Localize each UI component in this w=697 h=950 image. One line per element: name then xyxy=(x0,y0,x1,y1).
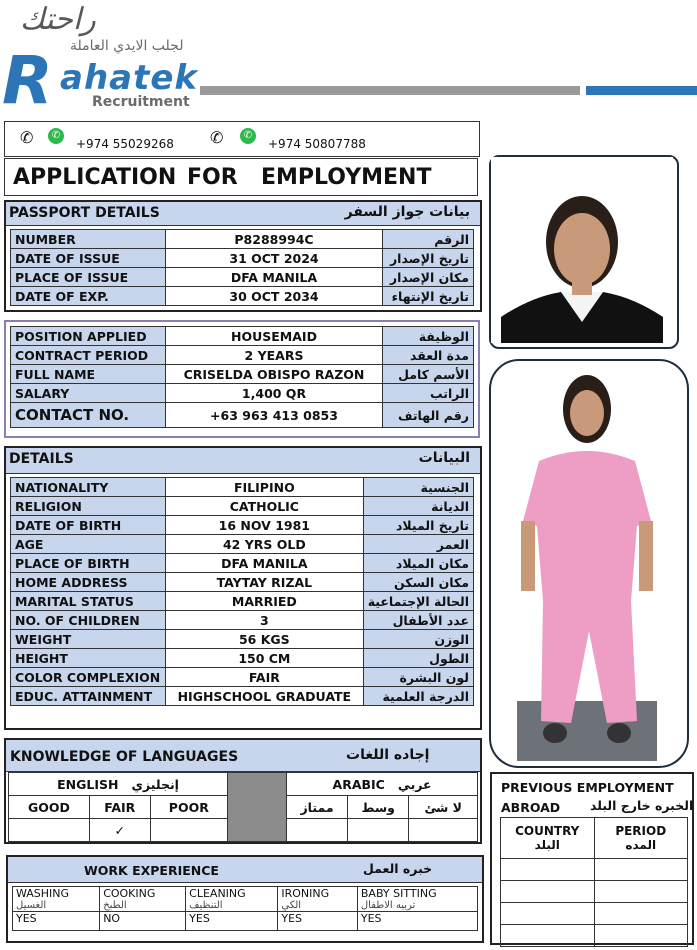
position-label: CONTACT NO. xyxy=(11,403,166,428)
passport-label: PLACE OF ISSUE xyxy=(11,268,166,287)
details-value: 56 KGS xyxy=(166,630,364,649)
logo-arabic-sub: لجلب الايدي العاملة xyxy=(70,38,184,54)
position-label: SALARY xyxy=(11,384,166,403)
details-label: COLOR COMPLEXION xyxy=(11,668,166,687)
passport-value: DFA MANILA xyxy=(166,268,383,287)
details-label: HOME ADDRESS xyxy=(11,573,166,592)
position-arabic-label: الراتب xyxy=(383,384,474,403)
phone-icon: ✆ xyxy=(20,128,34,147)
details-value: DFA MANILA xyxy=(166,554,364,573)
position-value: +63 963 413 0853 xyxy=(166,403,383,428)
work-skill-cleaning: CLEANING التنظيف xyxy=(186,887,278,912)
passport-value: 31 OCT 2024 xyxy=(166,249,383,268)
details-arabic-label: العمر xyxy=(363,535,473,554)
passport-arabic-label: تاريخ الإنتهاء xyxy=(383,287,474,306)
details-label: PLACE OF BIRTH xyxy=(11,554,166,573)
arabic-none-cell xyxy=(409,819,478,842)
details-row xyxy=(11,649,474,668)
details-label: MARITAL STATUS xyxy=(11,592,166,611)
details-label: NATIONALITY xyxy=(11,478,166,497)
details-value: FILIPINO xyxy=(166,478,364,497)
details-label: HEIGHT xyxy=(11,649,166,668)
details-arabic-label: لون البشرة xyxy=(363,668,473,687)
details-row xyxy=(11,478,474,497)
details-arabic-label: الطول xyxy=(363,649,473,668)
full-body-photo xyxy=(489,359,689,768)
form-title xyxy=(4,158,478,196)
position-row xyxy=(11,346,474,365)
work-skill-baby-sitting: BABY SITTING تربيه الاطفال xyxy=(357,887,477,912)
details-row xyxy=(11,554,474,573)
position-row xyxy=(11,365,474,384)
position-arabic-label: مدة العقد xyxy=(383,346,474,365)
position-value: 1,400 QR xyxy=(166,384,383,403)
details-value: 3 xyxy=(166,611,364,630)
details-arabic-label: مكان السكن xyxy=(363,573,473,592)
position-value: CRISELDA OBISPO RAZON xyxy=(166,365,383,384)
details-value: HIGHSCHOOL GRADUATE xyxy=(166,687,364,706)
position-arabic-label: الوظيفة xyxy=(383,327,474,346)
previous-employment-title: PREVIOUS EMPLOYMENT xyxy=(501,780,674,795)
details-arabic-label: عدد الأطفال xyxy=(363,611,473,630)
languages-header: KNOWLEDGE OF LANGUAGES إجاده اللغات xyxy=(6,740,480,772)
passport-row xyxy=(11,268,474,287)
details-label: DATE OF BIRTH xyxy=(11,516,166,535)
header-stripe xyxy=(200,86,697,95)
work-skill-cooking: COOKING الطبخ xyxy=(100,887,186,912)
passport-value: P8288994C xyxy=(166,230,383,249)
arabic-medium-cell xyxy=(347,819,408,842)
details-header: DETAILS البيانات xyxy=(6,448,480,474)
details-value: FAIR xyxy=(166,668,364,687)
details-arabic-label: الجنسية xyxy=(363,478,473,497)
logo-arabic: راحتك xyxy=(20,2,96,37)
details-row xyxy=(11,611,474,630)
passport-header: PASSPORT DETAILS بيانات جواز السفر xyxy=(6,202,480,226)
details-value: MARRIED xyxy=(166,592,364,611)
arabic-excellent-cell xyxy=(287,819,348,842)
phone-icon: ✆ xyxy=(210,128,224,147)
english-poor-cell xyxy=(150,819,228,842)
position-row xyxy=(11,327,474,346)
logo-tagline: Recruitment xyxy=(92,94,190,110)
passport-label: NUMBER xyxy=(11,230,166,249)
title-word-application: APPLICATION xyxy=(13,165,177,190)
portrait-photo xyxy=(489,155,679,349)
details-arabic-label: الحالة الإجتماعية xyxy=(363,592,473,611)
details-arabic-label: الوزن xyxy=(363,630,473,649)
details-row xyxy=(11,573,474,592)
phone-number-1: +974 55029268 xyxy=(76,137,174,151)
english-good-cell xyxy=(9,819,90,842)
position-value: 2 YEARS xyxy=(166,346,383,365)
work-skill-ironing: IRONING الكي xyxy=(278,887,358,912)
details-row xyxy=(11,592,474,611)
details-arabic-label: الديانة xyxy=(363,497,473,516)
details-label: WEIGHT xyxy=(11,630,166,649)
position-table xyxy=(10,326,474,428)
work-skill-value: YES xyxy=(13,912,100,931)
work-experience-header: WORK EXPERIENCE خبره العمل xyxy=(8,857,482,883)
details-arabic-label: الدرجة العلمية xyxy=(363,687,473,706)
title-word-for: FOR xyxy=(187,165,238,190)
passport-arabic-label: الرقم xyxy=(383,230,474,249)
work-skill-value: YES xyxy=(278,912,358,931)
phone-number-2: +974 50807788 xyxy=(268,137,366,151)
position-value: HOUSEMAID xyxy=(166,327,383,346)
language-divider xyxy=(228,773,287,842)
work-skill-value: YES xyxy=(186,912,278,931)
details-label: NO. OF CHILDREN xyxy=(11,611,166,630)
languages-table: ENGLISH إنجليزي ARABIC عربي GOOD FAIR POOR ممتاز وسط لا شئ ✓ xyxy=(8,772,478,842)
whatsapp-icon: ✆ xyxy=(48,128,64,144)
whatsapp-icon: ✆ xyxy=(240,128,256,144)
work-experience-table xyxy=(12,886,478,931)
passport-row xyxy=(11,287,474,306)
details-table xyxy=(10,477,474,706)
details-value: TAYTAY RIZAL xyxy=(166,573,364,592)
details-value: CATHOLIC xyxy=(166,497,364,516)
details-value: 16 NOV 1981 xyxy=(166,516,364,535)
logo-initial: R xyxy=(2,42,53,119)
details-arabic-label: تاريخ الميلاد xyxy=(363,516,473,535)
previous-abroad-arabic: الخبره خارج البلد xyxy=(590,798,694,813)
english-fair-cell: ✓ xyxy=(89,819,150,842)
passport-value: 30 OCT 2034 xyxy=(166,287,383,306)
passport-table xyxy=(10,229,474,306)
passport-label: DATE OF EXP. xyxy=(11,287,166,306)
details-row xyxy=(11,630,474,649)
position-row xyxy=(11,403,474,428)
work-skill-washing: WASHING الغسيل xyxy=(13,887,100,912)
position-label: CONTRACT PERIOD xyxy=(11,346,166,365)
passport-arabic-label: تاريخ الإصدار xyxy=(383,249,474,268)
position-label: POSITION APPLIED xyxy=(11,327,166,346)
work-skill-value: YES xyxy=(357,912,477,931)
position-label: FULL NAME xyxy=(11,365,166,384)
details-label: AGE xyxy=(11,535,166,554)
details-value: 150 CM xyxy=(166,649,364,668)
position-arabic-label: الأسم كامل xyxy=(383,365,474,384)
details-row xyxy=(11,535,474,554)
position-arabic-label: رقم الهاتف xyxy=(383,403,474,428)
previous-employment-table: COUNTRY البلد PERIOD المده xyxy=(500,817,688,947)
details-row xyxy=(11,516,474,535)
previous-abroad-label: ABROAD xyxy=(501,800,561,815)
position-row xyxy=(11,384,474,403)
passport-row xyxy=(11,230,474,249)
details-row xyxy=(11,687,474,706)
details-arabic-label: مكان الميلاد xyxy=(363,554,473,573)
logo-name: ahatek xyxy=(60,58,199,98)
passport-label: DATE OF ISSUE xyxy=(11,249,166,268)
details-label: EDUC. ATTAINMENT xyxy=(11,687,166,706)
passport-row xyxy=(11,249,474,268)
details-row xyxy=(11,497,474,516)
details-value: 42 YRS OLD xyxy=(166,535,364,554)
passport-arabic-label: مكان الإصدار xyxy=(383,268,474,287)
details-row xyxy=(11,668,474,687)
details-label: RELIGION xyxy=(11,497,166,516)
title-word-employment: EMPLOYMENT xyxy=(261,165,432,190)
work-skill-value: NO xyxy=(100,912,186,931)
